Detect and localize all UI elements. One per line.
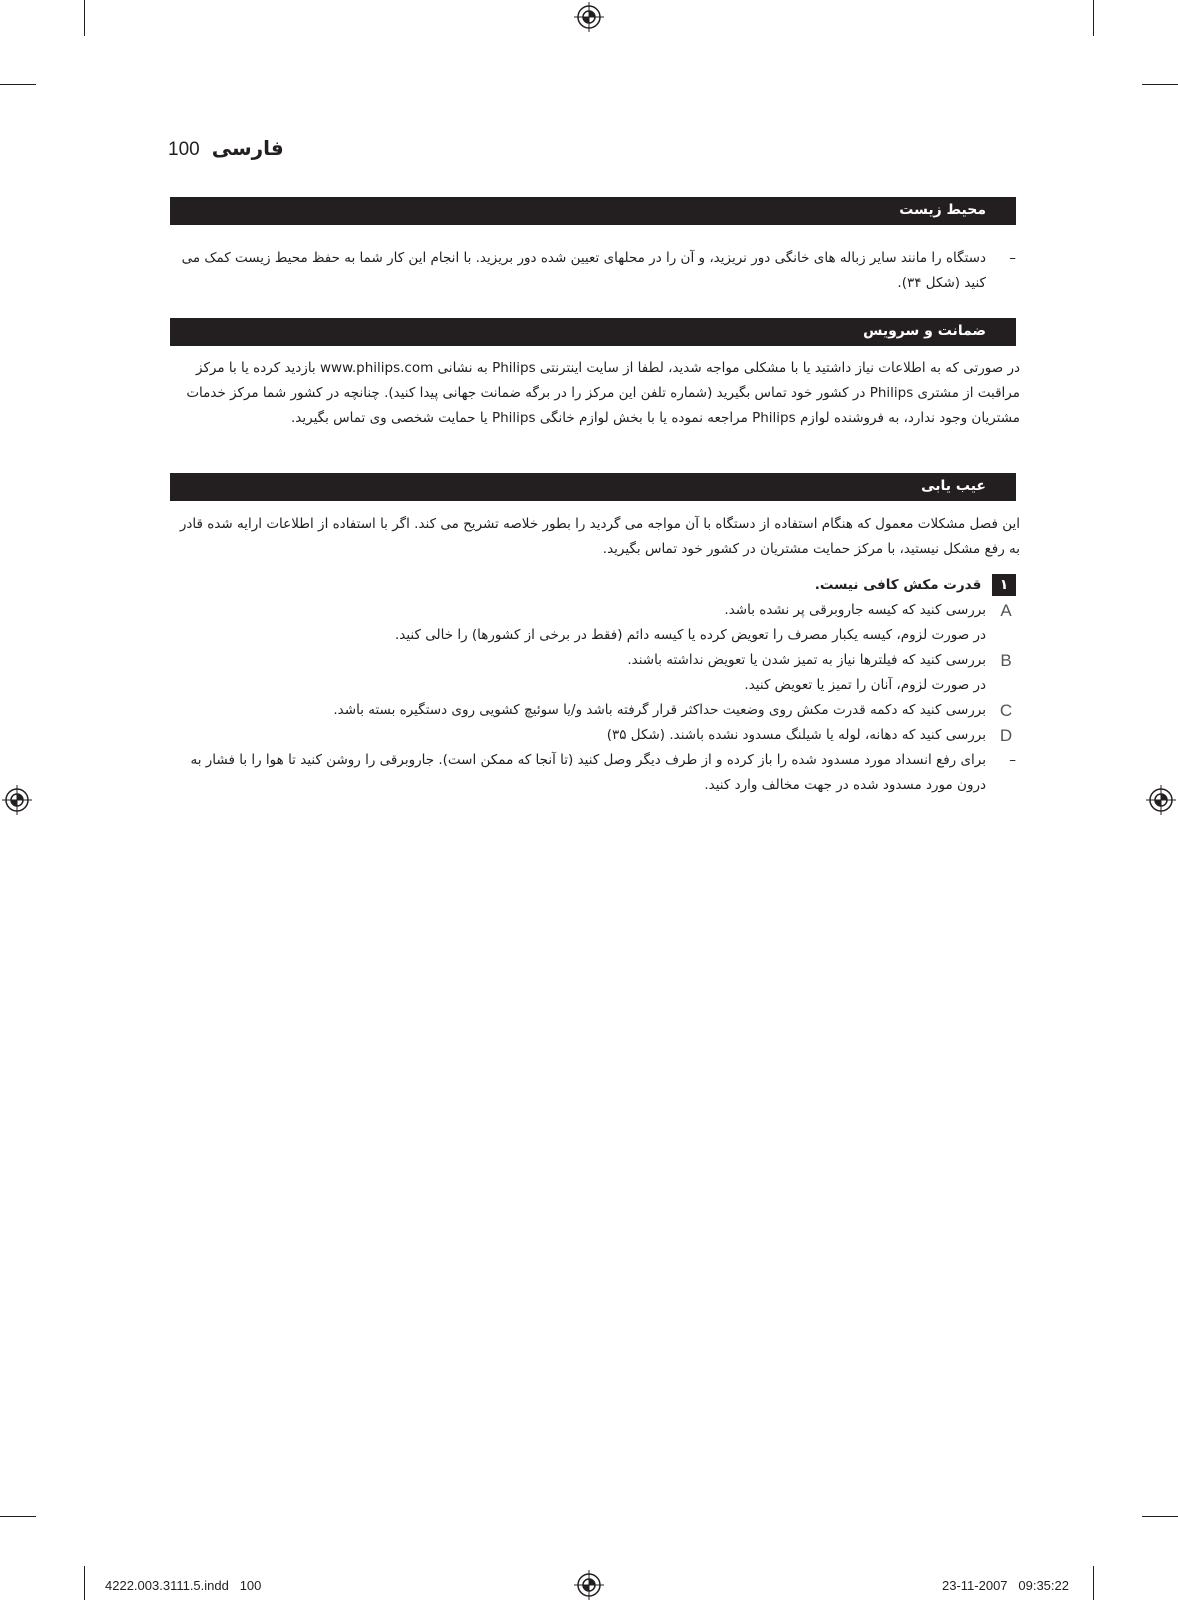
dash-bullet: – bbox=[1009, 250, 1016, 266]
crop-mark-bottom-left bbox=[84, 1566, 85, 1600]
crop-mark-top-right bbox=[1093, 0, 1094, 36]
crop-mark-left-top bbox=[0, 84, 36, 85]
page-header bbox=[168, 136, 284, 161]
section-title-troubleshooting: عیب یابی bbox=[170, 473, 1016, 501]
problem-heading bbox=[170, 574, 1016, 596]
dash-bullet: – bbox=[1009, 752, 1016, 768]
language-label: فارسی bbox=[211, 136, 284, 160]
registration-mark-icon bbox=[2, 785, 32, 815]
check-row bbox=[170, 648, 1016, 673]
section-title-environment: محیط زیست bbox=[170, 197, 1016, 225]
section-title-guarantee: ضمانت و سرویس bbox=[170, 318, 1016, 346]
check-text: بررسی کنید که کیسه جاروبرقی پر نشده باشد. bbox=[724, 602, 986, 618]
crop-mark-bottom-right bbox=[1093, 1566, 1094, 1600]
check-row bbox=[170, 673, 1016, 698]
crop-mark-right-bottom bbox=[1142, 1516, 1178, 1517]
check-letter: B bbox=[1000, 651, 1012, 670]
crop-mark-right-top bbox=[1142, 84, 1178, 85]
registration-mark-icon bbox=[574, 2, 604, 32]
problem-title: قدرت مکش کافی نیست. bbox=[814, 577, 982, 593]
check-row bbox=[170, 623, 1016, 648]
troubleshooting-paragraph: این فصل مشکلات معمول که هنگام استفاده از دستگاه با آن مواجه می گردید را بطور خلاصه تشریح می کند. اگر با استفاده از اطلاعات ارایه شده قادر به رفع مشکل نیستید، با مرکز حمایت مشتریان در کشور خود تماس بگیرید. bbox=[179, 516, 1020, 557]
crop-mark-top-left bbox=[84, 0, 85, 36]
registration-mark-icon bbox=[1146, 785, 1176, 815]
check-row bbox=[170, 698, 1016, 723]
check-text: بررسی کنید که دهانه، لوله یا شیلنگ مسدود نشده باشند. (شکل ۳۵) bbox=[606, 727, 986, 743]
list-item-text: دستگاه را مانند سایر زباله های خانگی دور نریزید، و آن را در محلهای تعیین شده دور بریزید. با انجام این کار شما به حفظ محیط زیست کمک می کنید (شکل ۳۴). bbox=[181, 250, 986, 291]
registration-mark-icon bbox=[574, 1570, 604, 1600]
check-text: بررسی کنید که فیلترها نیاز به تمیز شدن یا تعویض نداشته باشند. bbox=[627, 652, 986, 668]
check-text: بررسی کنید که دکمه قدرت مکش روی وضعیت حداکثر قرار گرفته باشد و/یا سوئیچ کشویی روی دستگیره بسته باشد. bbox=[333, 702, 986, 718]
check-text: در صورت لزوم، کیسه یکبار مصرف را تعویض کرده یا کیسه دائم (فقط در برخی از کشورها) را خالی کنید. bbox=[394, 627, 986, 643]
footer-datetime: 23-11-2007 09:35:22 bbox=[942, 1578, 1069, 1593]
check-text: در صورت لزوم، آنان را تمیز یا تعویض کنید. bbox=[744, 677, 986, 693]
check-row bbox=[170, 598, 1016, 623]
guarantee-paragraph: در صورتی که به اطلاعات نیاز داشتید یا با مشکلی مواجه شدید، لطفا از سایت اینترنتی Philips به نشانی www.philips.com بازدید کرده یا با مرکز مراقبت از مشتری Philips در کشور خود تماس بگیرید (شماره تلفن این مرکز را در برگه ضمانت جهانی پیدا کنید). چنانچه در کشور شما مرکز خدمات مشتریان وجود ندارد، به فروشنده لوازم Philips مراجعه نموده یا با بخش لوازم خانگی Philips یا حمایت شخصی وی تماس بگیرید. bbox=[186, 360, 1020, 426]
check-row bbox=[170, 723, 1016, 748]
footer-file-info: 4222.003.3111.5.indd 100 bbox=[105, 1578, 262, 1593]
list-item bbox=[170, 748, 1016, 798]
list-item-text: برای رفع انسداد مورد مسدود شده را باز کرده و از طرف دیگر وصل کنید (تا آنجا که ممکن است). جاروبرقی را روشن کنید تا هوا را با فشار به درون مورد مسدود شده در جهت مخالف وارد کنید. bbox=[190, 752, 986, 793]
crop-mark-left-bottom bbox=[0, 1516, 36, 1517]
check-letter: A bbox=[1000, 601, 1012, 620]
list-item bbox=[170, 246, 1016, 296]
page-number: 100 bbox=[168, 139, 200, 160]
problem-number-badge: ۱ bbox=[992, 574, 1016, 596]
check-letter: D bbox=[999, 726, 1013, 745]
check-letter: C bbox=[999, 701, 1013, 720]
